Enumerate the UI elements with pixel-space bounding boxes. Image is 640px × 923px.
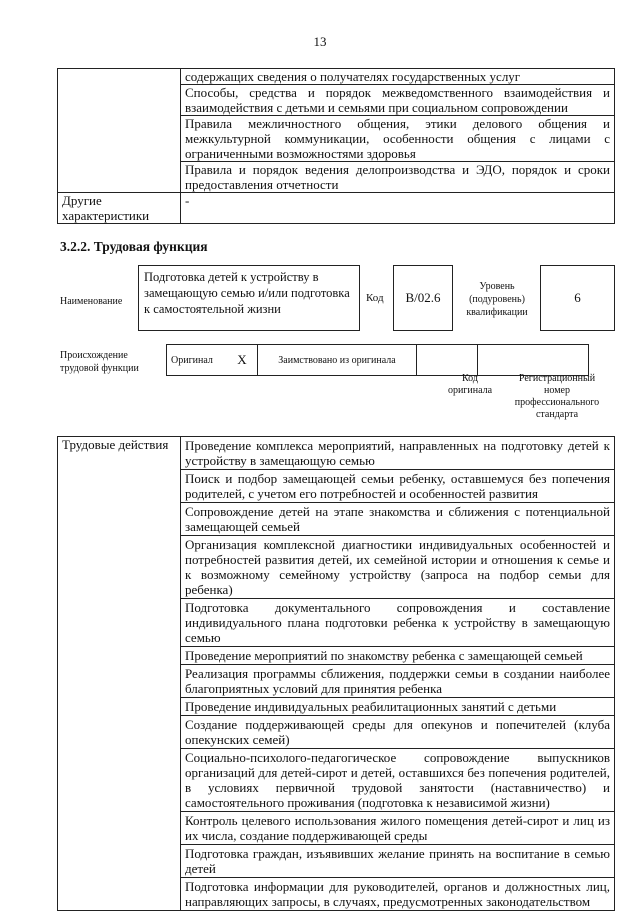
table-row: Поиск и подбор замещающей семьи ребенку, оставшемуся без попечения родителей, с учетом его потребностей и особенностей развития xyxy=(181,470,615,503)
table-row: Правила и порядок ведения делопроизводства и ЭДО, порядок и сроки предоставления отчетности xyxy=(181,162,615,193)
table-row: Подготовка информации для руководителей, органов и должностных лиц, направляющих запросы, в случаях, предусмотренных законодательством xyxy=(181,878,615,911)
table-row: Подготовка граждан, изъявивших желание принять на воспитание в семью детей xyxy=(181,845,615,878)
qualification-level-box: 6 xyxy=(540,265,615,331)
other-characteristics-value: - xyxy=(181,193,615,224)
table-row: Проведение индивидуальных реабилитационных занятий с детьми xyxy=(181,698,615,716)
page-number: 13 xyxy=(313,34,327,49)
level-label: Уровень (подуровень) квалификации xyxy=(466,281,528,318)
origin-code-cell xyxy=(417,345,478,376)
function-code-box: В/02.6 xyxy=(393,265,453,331)
labor-actions-label: Трудовые действия xyxy=(58,437,181,911)
table-row: содержащих сведения о получателях государственных услуг xyxy=(181,69,615,85)
table-row: Контроль целевого использования жилого помещения детей-сирот и лиц из их числа, создание поддерживающей среды xyxy=(181,812,615,845)
function-name-box: Подготовка детей к устройству в замещающую семью и/или подготовка к самостоятельной жизни xyxy=(138,265,360,331)
table-row: Способы, средства и порядок межведомственного взаимодействия и взаимодействия с детьми и семьями при социальном сопровождении xyxy=(181,85,615,116)
origin-label: Происхождение трудовой функции xyxy=(60,350,139,374)
table-row: Социально-психолого-педагогическое сопровождение выпускников организаций для детей-сирот и детей, оставшихся без попечения родителей, в условиях первичной трудовой занятости (наставничество) и самостоятельного проживания (подготовка к независимой жизни) xyxy=(181,749,615,812)
table-row: Организация комплексной диагностики индивидуальных особенностей и потребностей развития детей, их семейной истории и отношения к семье и к возможному семейному устройству (запроса на подбор семьи для ребенка) xyxy=(181,536,615,599)
borrowed-label: Заимствовано из оригинала xyxy=(258,345,417,376)
table-row: Проведение мероприятий по знакомству ребенка с замещающей семьей xyxy=(181,647,615,665)
table-left-cell-empty xyxy=(58,69,181,193)
name-label: Наименование xyxy=(60,296,123,307)
reg-number-cell xyxy=(478,345,589,376)
table-row: Проведение комплекса мероприятий, направленных на подготовку детей к устройству в замещающую семью xyxy=(181,437,615,470)
origin-table xyxy=(166,344,589,376)
knowledge-table-continuation xyxy=(57,68,615,224)
code-label: Код xyxy=(366,292,384,304)
table-row: Создание поддерживающей среды для опекунов и попечителей (клуба опекунских семей) xyxy=(181,716,615,749)
reg-number-label: Регистрационный номер профессионального стандарта xyxy=(514,373,600,420)
table-row: Правила межличностного общения, этики делового общения и межкультурной коммуникации, особенности общения с лицами с ограниченными возможностями здоровья xyxy=(181,116,615,162)
table-row: Сопровождение детей на этапе знакомства и сближения с потенциальной замещающей семьей xyxy=(181,503,615,536)
table-row: Реализация программы сближения, поддержки семьи в создании наиболее благоприятных условий для принятия ребенка xyxy=(181,665,615,698)
labor-actions-table xyxy=(57,436,615,911)
section-heading: 3.2.2. Трудовая функция xyxy=(60,239,208,254)
other-characteristics-label: Другие характеристики xyxy=(58,193,181,224)
original-mark: X xyxy=(227,345,258,376)
origin-code-label: Код оригинала xyxy=(447,373,493,396)
original-label: Оригинал xyxy=(167,345,228,376)
table-row: Подготовка документального сопровождения и составление индивидуального плана подготовки ребенка к устройству в замещающую семью xyxy=(181,599,615,647)
